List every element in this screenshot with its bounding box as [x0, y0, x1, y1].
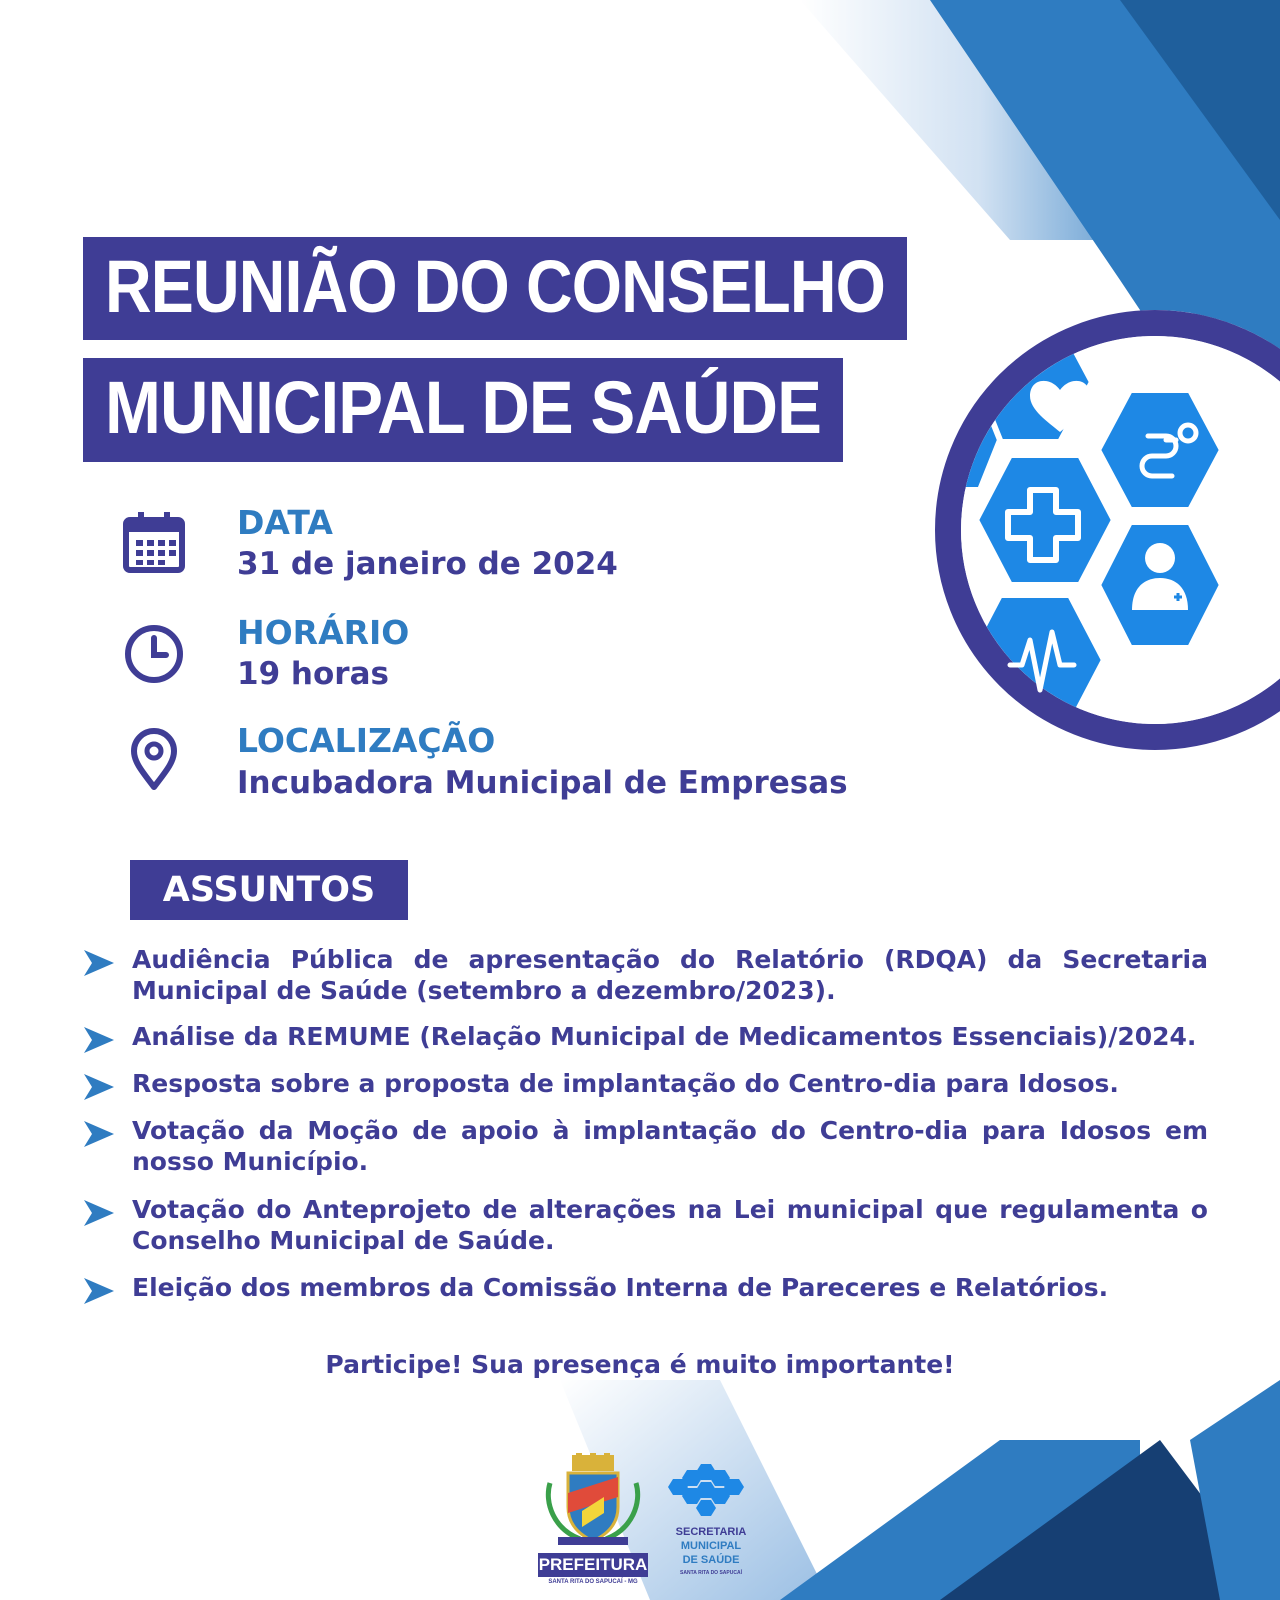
title-text-1: REUNIÃO DO CONSELHO — [105, 245, 885, 328]
prefeitura-logo — [538, 1453, 648, 1593]
date-label: DATA — [237, 503, 333, 542]
topic-text: Audiência Pública de apresentação do Relatório (RDQA) da Secretaria Municipal de Saúde (setembro a dezembro/2023). — [132, 945, 1208, 1005]
arrow-bullet-icon — [84, 1200, 114, 1226]
location-label: LOCALIZAÇÃO — [237, 721, 496, 760]
clock-icon — [122, 622, 186, 686]
call-to-action: Participe! Sua presença é muito importante! — [325, 1350, 955, 1379]
topic-item — [84, 944, 1208, 1006]
topic-text: Votação do Anteprojeto de alterações na Lei municipal que regulamenta o Conselho Municipal de Saúde. — [132, 1195, 1208, 1255]
topic-item — [84, 1068, 1208, 1100]
calendar-icon — [122, 510, 186, 574]
arrow-bullet-icon — [84, 1278, 114, 1304]
time-label: HORÁRIO — [237, 613, 410, 652]
title-text-2: MUNICIPAL DE SAÚDE — [105, 366, 821, 449]
date-value: 31 de janeiro de 2024 — [237, 546, 618, 582]
topics-heading: ASSUNTOS — [130, 860, 408, 920]
saude-line-1: SECRETARIA — [675, 1526, 747, 1538]
arrow-bullet-icon — [84, 950, 114, 976]
title-line-2 — [83, 358, 843, 462]
saude-line-2: MUNICIPAL — [680, 1540, 742, 1552]
topic-text: Resposta sobre a proposta de implantação do Centro-dia para Idosos. — [132, 1069, 1119, 1098]
coat-of-arms-icon — [538, 1453, 648, 1549]
time-value: 19 horas — [237, 656, 389, 692]
topic-text: Análise da REMUME (Relação Municipal de Medicamentos Essenciais)/2024. — [132, 1022, 1197, 1051]
topic-text: Eleição dos membros da Comissão Interna de Pareceres e Relatórios. — [132, 1273, 1109, 1302]
secretaria-saude-logo — [668, 1462, 754, 1592]
health-hexagons-icon — [668, 1462, 754, 1524]
arrow-bullet-icon — [84, 1074, 114, 1100]
location-pin-icon — [122, 727, 186, 791]
topic-item — [84, 1194, 1208, 1256]
prefeitura-label: PREFEITURA — [538, 1553, 648, 1577]
topic-text: Votação da Moção de apoio à implantação do Centro-dia para Idosos em nosso Município. — [132, 1116, 1208, 1176]
arrow-bullet-icon — [84, 1027, 114, 1053]
title-line-1 — [83, 237, 907, 340]
prefeitura-sub: SANTA RITA DO SAPUCAÍ - MG — [548, 1579, 638, 1585]
saude-line-3: DE SAÚDE — [682, 1554, 740, 1566]
saude-sub: SANTA RITA DO SAPUCAÍ — [680, 1570, 742, 1576]
topic-item — [84, 1272, 1208, 1304]
topic-item — [84, 1021, 1208, 1053]
topic-item — [84, 1115, 1208, 1177]
medical-hexagon-badge — [930, 305, 1280, 755]
location-value: Incubadora Municipal de Empresas — [237, 765, 848, 801]
arrow-bullet-icon — [84, 1121, 114, 1147]
